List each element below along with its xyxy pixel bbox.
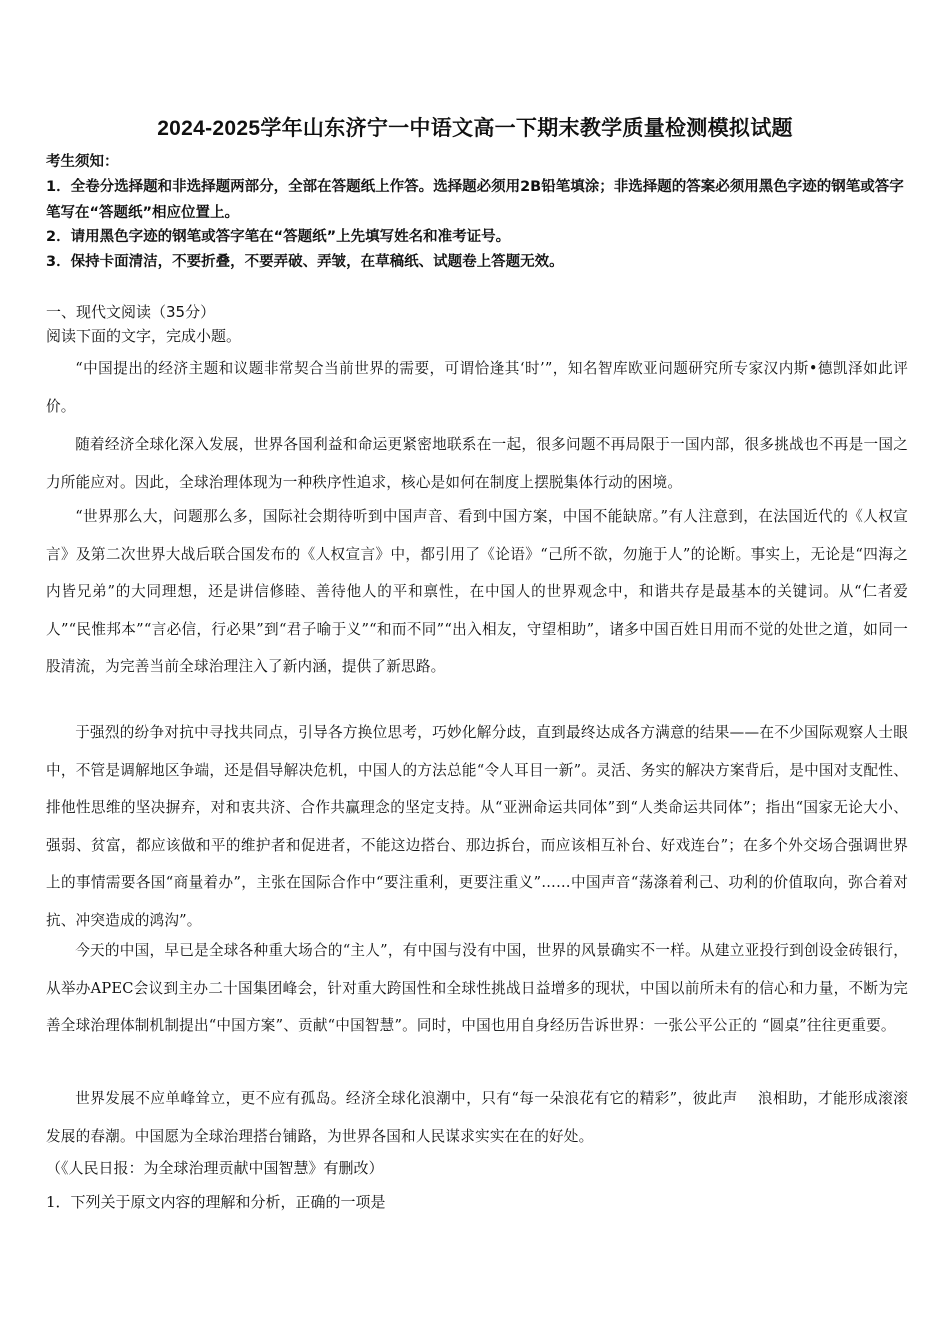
question-1: 1．下列关于原文内容的理解和分析，正确的一项是: [46, 1193, 386, 1211]
section-heading: 一、现代文阅读（35分）: [46, 303, 216, 321]
passage-paragraph-5: 今天的中国，早已是全球各种重大场合的“主人”，有中国与没有中国，世界的风景确实不一样。从建立亚投行到创设金砖银行，从举办APEC会议到主办二十国集团峰会，针对重大跨国性和全球性挑战日益增多的现状，中国以前所未有的信心和力量，不断为完善全球治理体制机制提出“中国方案”、贡献“中国智慧”。同时，中国也用自身经历告诉世界：一张公平公正的 “圆桌”往往更重要。: [46, 942, 908, 1035]
passage-paragraph-6: 世界发展不应单峰耸立，更不应有孤岛。经济全球化浪潮中，只有“每一朵浪花有它的精彩”，彼此声 浪相助，才能形成滚滚发展的春潮。中国愿为全球治理搭台铺路，为世界各国和人民谋求实实在在的好处。: [46, 1090, 908, 1145]
notice-item-3: 3．保持卡面清洁，不要折叠，不要弄破、弄皱，在草稿纸、试题卷上答题无效。: [46, 254, 564, 270]
passage-paragraph-1: “中国提出的经济主题和议题非常契合当前世界的需要，可谓恰逢其‘时’”，知名智库欧亚问题研究所专家汉内斯•德凯泽如此评价。: [46, 360, 908, 415]
passage-paragraph-2: 随着经济全球化深入发展，世界各国利益和命运更紧密地联系在一起，很多问题不再局限于一国内部，很多挑战也不再是一国之力所能应对。因此，全球治理体现为一种秩序性追求，核心是如何在制度上摆脱集体行动的困境。: [46, 436, 908, 491]
reading-instruction: 阅读下面的文字，完成小题。: [46, 327, 242, 345]
notice-item-1: 1．全卷分选择题和非选择题两部分，全部在答题纸上作答。选择题必须用2B铅笔填涂；非选择题的答案必须用黑色字迹的钢笔或答字笔写在“答题纸”相应位置上。: [46, 179, 904, 221]
passage-paragraph-3: “世界那么大，问题那么多，国际社会期待听到中国声音、看到中国方案，中国不能缺席。”有人注意到，在法国近代的《人权宣言》及第二次世界大战后联合国发布的《人权宣言》中，都引用了《论语》“己所不欲，勿施于人”的论断。事实上，无论是“四海之内皆兄弟”的大同理想，还是讲信修睦、善待他人的平和禀性，在中国人的世界观念中，和谐共存是最基本的关键词。从“仁者爱人”“民惟邦本”“言必信，行必果”到“君子喻于义”“和而不同”“出入相友，守望相助”，诸多中国百姓日用而不觉的处世之道，如同一股清流，为完善当前全球治理注入了新内涵，提供了新思路。: [46, 508, 908, 676]
passage-source: （《人民日报：为全球治理贡献中国智慧》有删改）: [46, 1159, 384, 1177]
exam-title: 2024-2025学年山东济宁一中语文高一下期末教学质量检测模拟试题: [157, 117, 793, 140]
passage-paragraph-4: 于强烈的纷争对抗中寻找共同点，引导各方换位思考，巧妙化解分歧，直到最终达成各方满意的结果——在不少国际观察人士眼中，不管是调解地区争端，还是倡导解决危机，中国人的方法总能“令人耳目一新”。灵活、务实的解决方案背后，是中国对支配性、排他性思维的坚决摒弃，对和衷共济、合作共赢理念的坚定支持。从“亚洲命运共同体”到“人类命运共同体”；指出“国家无论大小、强弱、贫富，都应该做和平的维护者和促进者，不能这边搭台、那边拆台，而应该相互补台、好戏连台”；在多个外交场合强调世界上的事情需要各国“商量着办”，主张在国际合作中“要注重利，更要注重义”……中国声音“荡涤着利己、功利的价值取向，弥合着对抗、冲突造成的鸿沟”。: [46, 724, 908, 929]
notice-item-2: 2．请用黑色字迹的钢笔或答字笔在“答题纸”上先填写姓名和准考证号。: [46, 229, 511, 245]
notice-heading: 考生须知：: [46, 154, 119, 170]
